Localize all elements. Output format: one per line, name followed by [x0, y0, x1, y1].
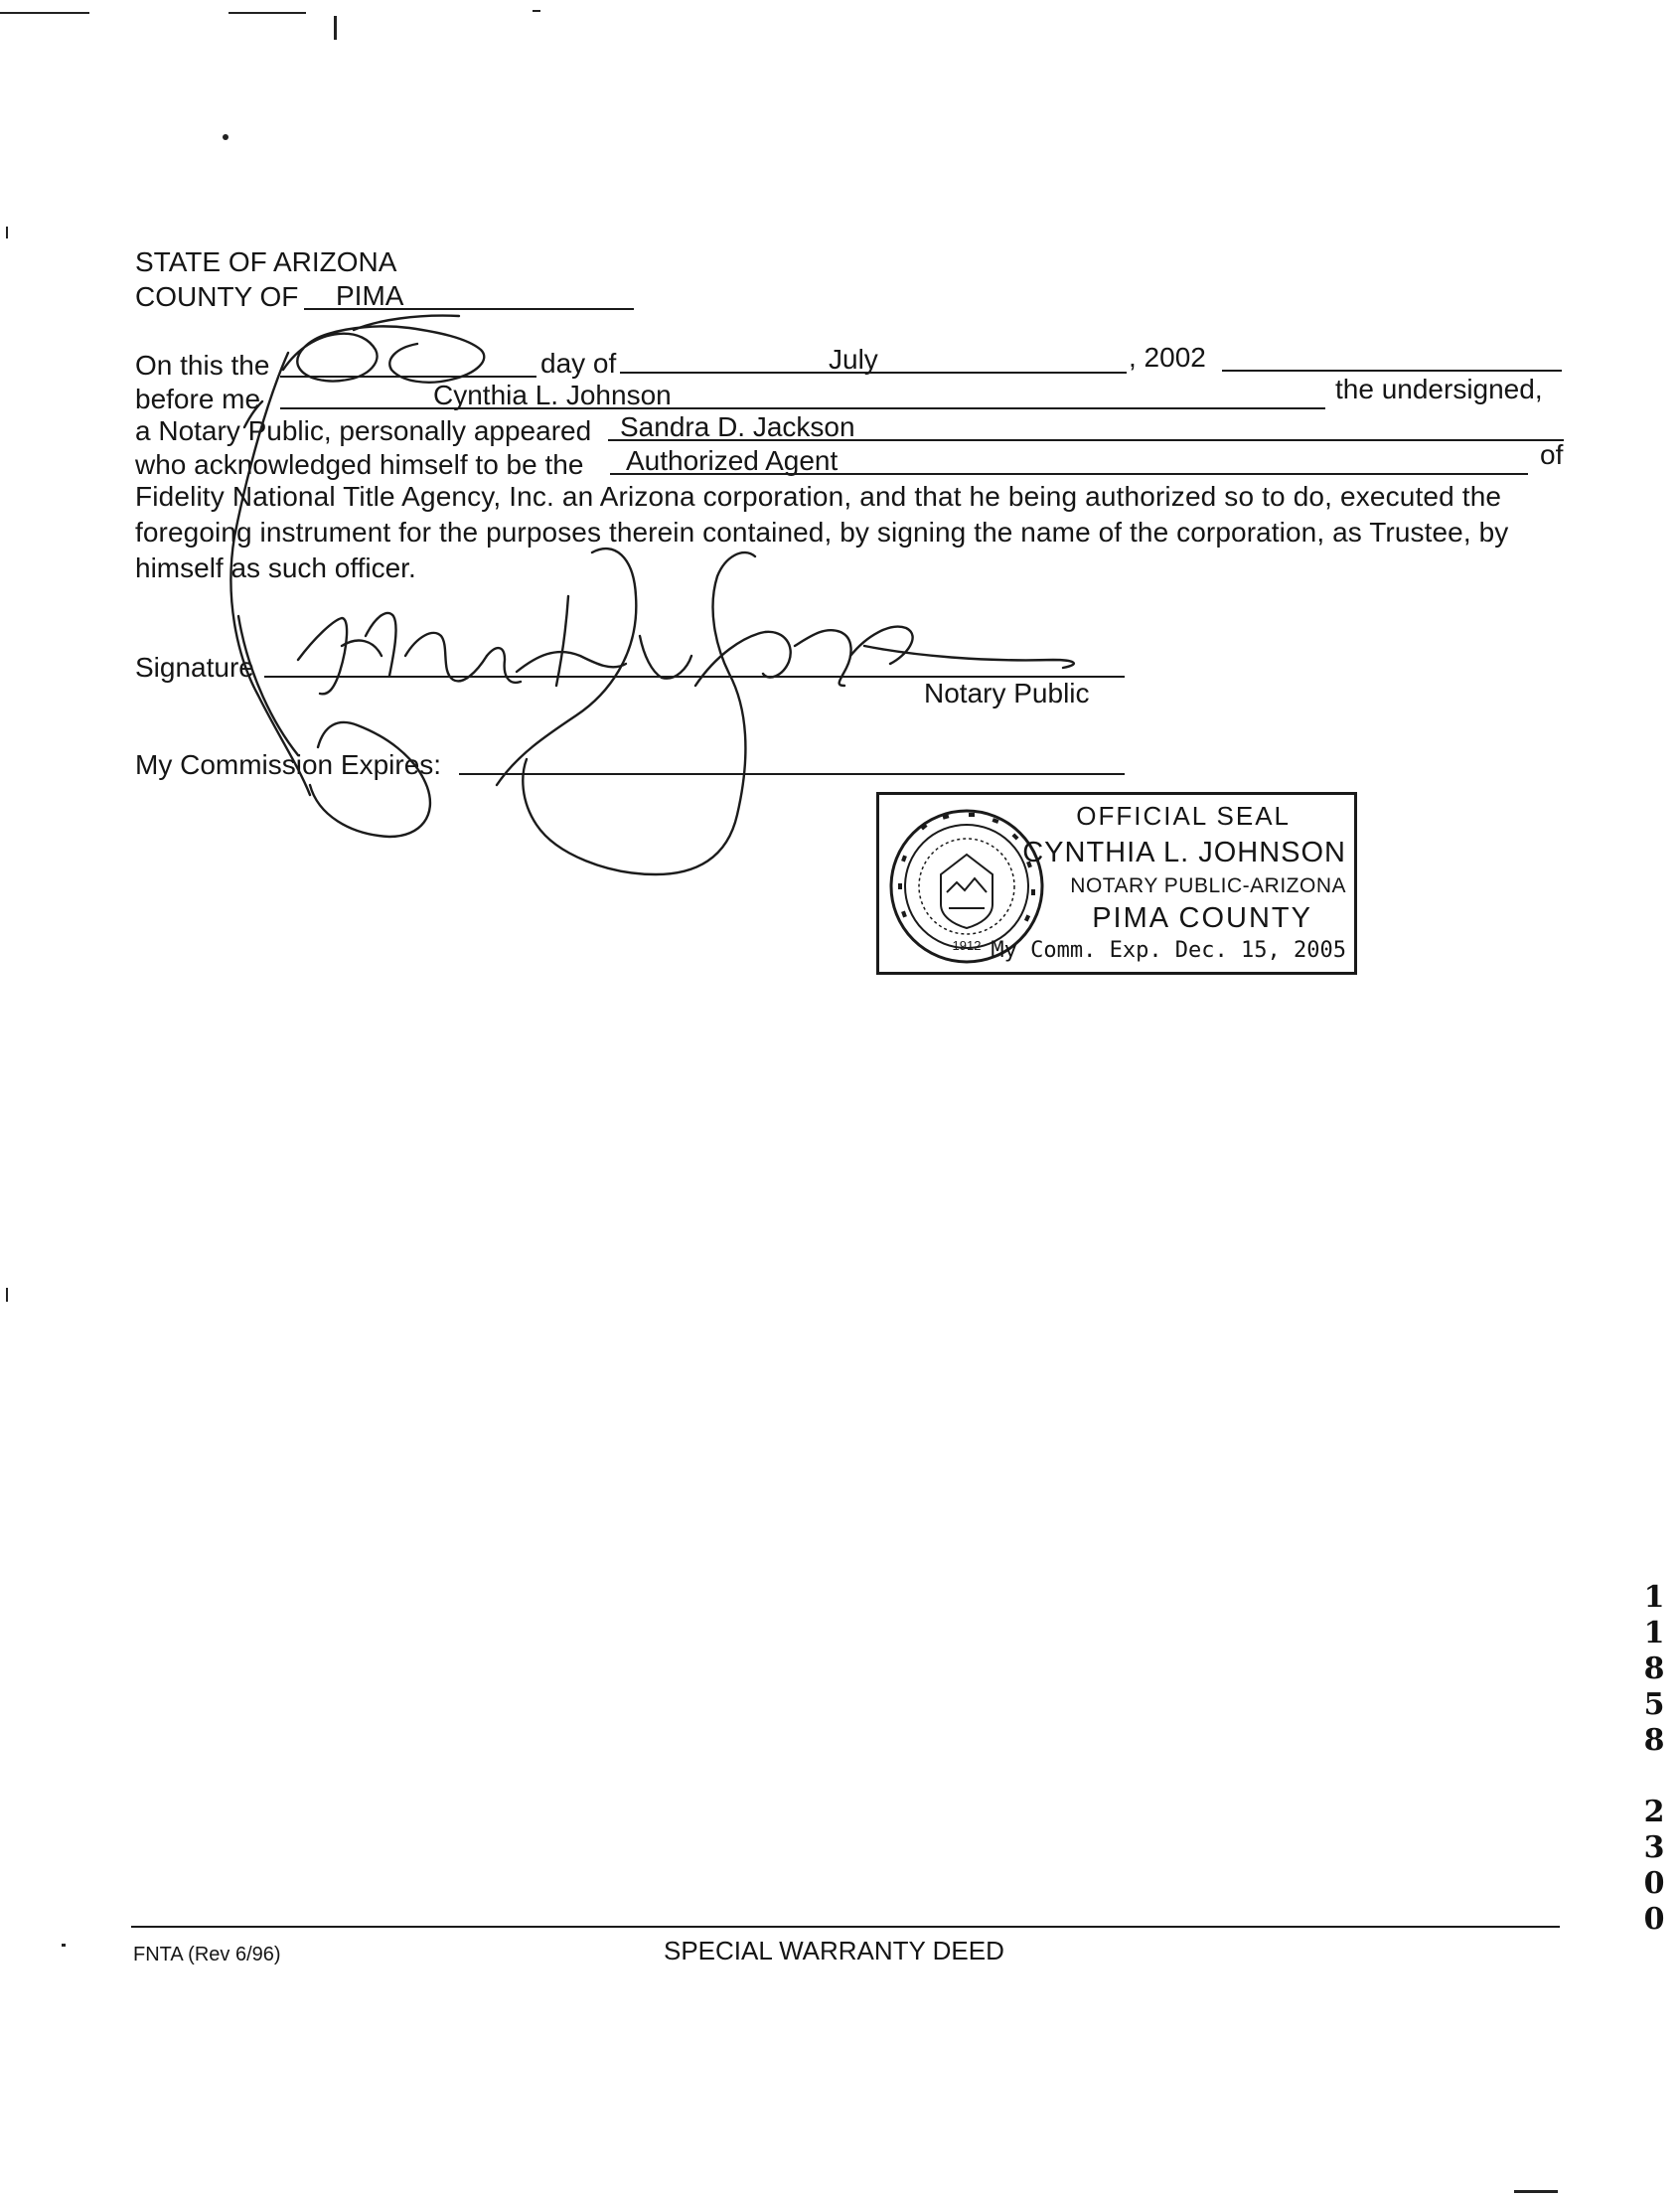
- seal-line-commission: My Comm. Exp. Dec. 15, 2005: [991, 938, 1346, 963]
- scan-artifact-dot: [62, 1944, 66, 1947]
- county-label: COUNTY OF: [135, 281, 299, 312]
- day-of-label: day of: [540, 348, 617, 379]
- stamp-digit: 1: [1643, 1616, 1665, 1650]
- appeared-label: a Notary Public, personally appeared: [135, 415, 592, 446]
- seal-line-county: PIMA COUNTY: [1092, 902, 1312, 934]
- scan-artifact-line: [1514, 2190, 1558, 2193]
- stamp-digit: 2: [1643, 1795, 1665, 1829]
- body-line-3: himself as such officer.: [135, 552, 416, 583]
- seal-emblem-year: 1912: [952, 938, 982, 953]
- stamp-digit: 1: [1643, 1580, 1665, 1615]
- commission-expires-label: My Commission Expires:: [135, 749, 442, 780]
- stamp-digit: 3: [1643, 1830, 1665, 1865]
- signature-label: Signature: [135, 652, 254, 683]
- footer-rule: [131, 1926, 1560, 1928]
- county-value: PIMA: [336, 280, 404, 311]
- stamp-digit: 5: [1643, 1687, 1665, 1722]
- before-me-label: before me: [135, 384, 261, 414]
- stamp-gap: [1637, 1759, 1671, 1795]
- year-value: , 2002: [1129, 342, 1206, 373]
- document-number-stamp: [1637, 1580, 1671, 1938]
- stamp-digit: 8: [1643, 1651, 1665, 1686]
- of-label: of: [1540, 439, 1564, 470]
- seal-line-notary: NOTARY PUBLIC-ARIZONA: [1070, 874, 1346, 897]
- title-value: Authorized Agent: [626, 445, 839, 476]
- document-title: SPECIAL WARRANTY DEED: [664, 1936, 1004, 1965]
- stamp-digit: 0: [1643, 1902, 1665, 1937]
- who-acknowledged-label: who acknowledged himself to be the: [135, 449, 584, 480]
- the-undersigned-label: the undersigned,: [1335, 374, 1543, 404]
- form-code: FNTA (Rev 6/96): [133, 1944, 281, 1965]
- body-line-2: foregoing instrument for the purposes therein contained, by signing the name of the corporation, as Trustee, by: [135, 517, 1509, 548]
- official-seal: [876, 792, 1357, 975]
- seal-line-name: CYNTHIA L. JOHNSON: [1022, 837, 1346, 868]
- notary-name-value: Cynthia L. Johnson: [433, 380, 672, 410]
- appearer-name-value: Sandra D. Jackson: [620, 411, 855, 442]
- month-value: July: [829, 344, 878, 375]
- stamp-digit: 0: [1643, 1866, 1665, 1901]
- on-this-the-label: On this the: [135, 350, 270, 381]
- notary-public-caption: Notary Public: [924, 678, 1090, 708]
- stamp-digit: 8: [1643, 1723, 1665, 1758]
- seal-line-official: OFFICIAL SEAL: [1076, 801, 1291, 831]
- body-line-1: Fidelity National Title Agency, Inc. an Arizona corporation, and that he being authorized so to do, executed the: [135, 481, 1502, 512]
- state-heading: STATE OF ARIZONA: [135, 246, 397, 277]
